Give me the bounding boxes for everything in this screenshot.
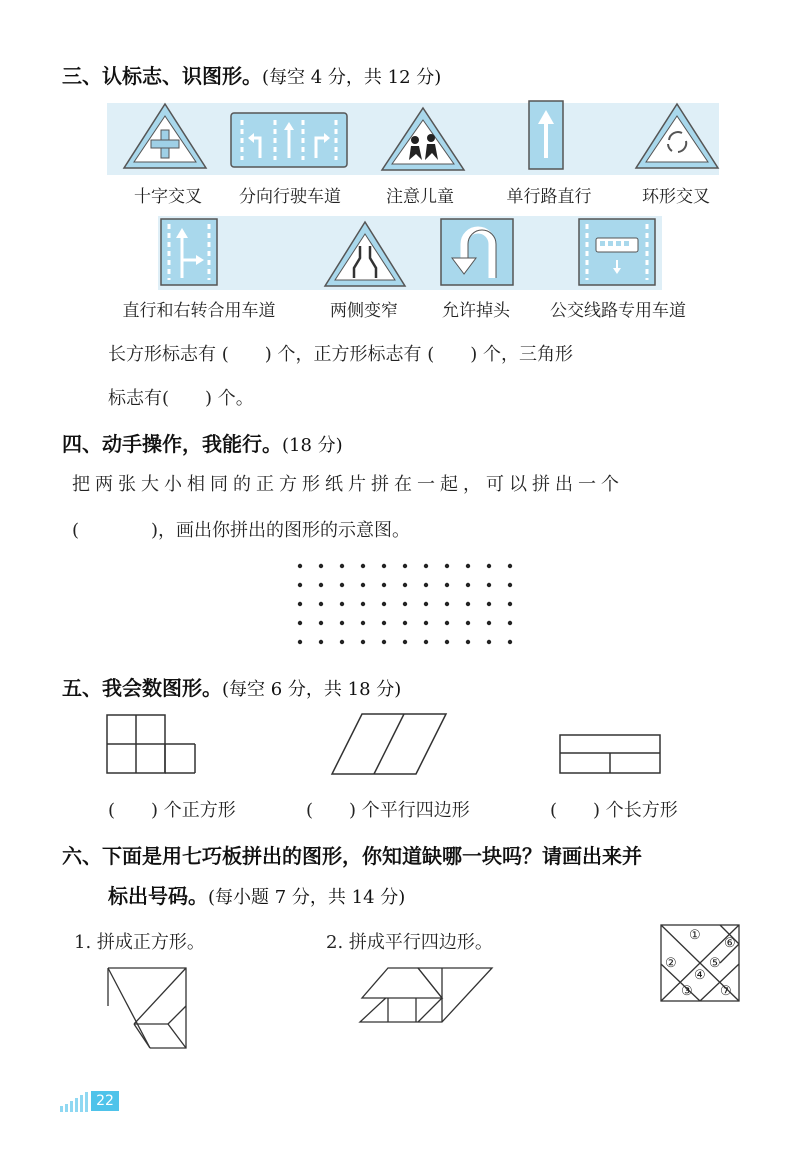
section6-note: (每小题 7 分，共 14 分) [208,887,406,908]
sign-label-children: 注意儿童 [386,187,454,207]
page-number: 22 [91,1091,119,1111]
grid-dot [508,564,512,568]
grid-dot [403,583,407,587]
tangram-parallelogram-figure [358,966,494,1026]
section6-q1: 1. 拼成正方形。 [74,932,205,953]
tangram-number-2: ② [665,956,677,971]
sign-label-straight-right: 直行和右转合用车道 [122,301,276,321]
one-way-sign-icon [528,100,566,172]
tangram-number-4: ④ [694,968,706,983]
section6-title-line2: 标出号码。 [108,884,208,908]
section3-title: 三、认标志、识图形。 [62,64,262,88]
roundabout-sign-icon [632,100,722,172]
grid-dot [403,564,407,568]
grid-dot [382,640,386,644]
grid-dot [340,583,344,587]
grid-dot [487,564,491,568]
grid-dot [340,564,344,568]
grid-dot [319,564,323,568]
road-narrows-sign-icon [322,218,408,290]
straight-right-lane-sign-icon [160,218,220,288]
section5-answer-squares: ( ) 个正方形 [108,800,236,821]
section4-heading [62,428,343,457]
section5-heading [62,672,401,701]
section3-heading [62,60,441,89]
grid-dot [487,640,491,644]
rectangles-figure [558,733,662,775]
grid-dot [382,564,386,568]
grid-dot [340,602,344,606]
grid-dot [361,621,365,625]
grid-dot [424,564,428,568]
grid-dot [508,583,512,587]
section6-q2: 2. 拼成平行四边形。 [326,932,493,953]
grid-dot [382,602,386,606]
sign-label-one-way: 单行路直行 [506,187,592,207]
children-warning-sign-icon [378,104,468,174]
parallelograms-figure [330,712,450,776]
grid-dot [361,564,365,568]
section5-answer-rectangles: ( ) 个长方形 [550,800,678,821]
grid-dot [424,583,428,587]
sign-label-bus-lane: 公交线路专用车道 [550,301,686,321]
grid-dot [445,640,449,644]
tangram-number-3: ③ [681,984,693,999]
grid-dot [424,640,428,644]
grid-dot [466,602,470,606]
grid-dot [361,640,365,644]
section5-answer-parallelograms: ( ) 个平行四边形 [306,800,470,821]
bus-lane-sign-icon [578,218,658,288]
grid-dot [466,564,470,568]
grid-dot [487,602,491,606]
sign-label-lane-direction: 分向行驶车道 [239,187,341,207]
grid-dot [319,583,323,587]
section3-question-line2: 标志有( ) 个。 [108,388,254,409]
grid-dot [340,640,344,644]
grid-dot [319,602,323,606]
grid-dot [508,621,512,625]
section4-line1: 把两张大小相同的正方形纸片拼在一起，可以拼出一个 [72,474,624,495]
tangram-number-6: ⑥ [724,936,736,951]
grid-dot [487,583,491,587]
sign-label-roundabout: 环形交叉 [642,187,710,207]
tangram-number-7: ⑦ [720,984,732,999]
tangram-square-figure [106,966,188,1050]
grid-dot [298,621,302,625]
grid-dot [466,583,470,587]
grid-dot [298,602,302,606]
grid-dot [487,621,491,625]
tangram-number-1: ① [689,928,701,943]
section4-line2: ( )，画出你拼出的图形的示意图。 [72,520,411,541]
u-turn-sign-icon [440,218,514,288]
grid-dot [466,621,470,625]
grid-dot [445,602,449,606]
section4-title: 四、动手操作，我能行。 [62,432,282,456]
grid-dot [403,640,407,644]
section3-note: (每空 4 分，共 12 分) [262,67,442,88]
grid-dot [382,621,386,625]
grid-dot [508,602,512,606]
section5-title: 五、我会数图形。 [62,676,222,700]
section6-heading-line2 [108,880,405,909]
grid-dot [298,564,302,568]
grid-dot [382,583,386,587]
section3-question-line1: 长方形标志有 ( ) 个，正方形标志有 ( ) 个，三角形 [108,344,573,365]
grid-dot [319,621,323,625]
tangram-number-5: ⑤ [709,956,721,971]
section6-title-line1: 六、下面是用七巧板拼出的图形，你知道缺哪一块吗？请画出来并 [62,844,642,868]
grid-dot [340,621,344,625]
sign-label-road-narrows: 两侧变窄 [330,301,398,321]
grid-dot [424,621,428,625]
section4-note: (18 分) [282,435,343,456]
grid-dot [445,564,449,568]
grid-dot [508,640,512,644]
grid-dot [445,583,449,587]
page-number-bars-icon [60,1092,92,1112]
section5-note: (每空 6 分，共 18 分) [222,679,402,700]
squares-figure [106,714,198,774]
grid-dot [298,583,302,587]
grid-dot [445,621,449,625]
grid-dot [298,640,302,644]
crossroads-sign-icon [120,100,210,172]
grid-dot [361,583,365,587]
lane-direction-sign-icon [230,112,348,168]
grid-dot [319,640,323,644]
sign-label-u-turn: 允许掉头 [442,301,510,321]
grid-dot [466,640,470,644]
grid-dot [403,621,407,625]
grid-dot [424,602,428,606]
sign-label-crossroads: 十字交叉 [134,187,202,207]
dot-grid-drawing-area[interactable] [292,560,522,646]
grid-dot [361,602,365,606]
grid-dot [403,602,407,606]
